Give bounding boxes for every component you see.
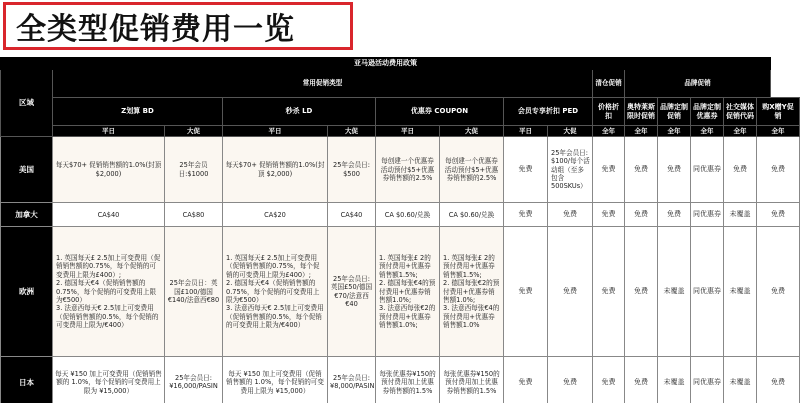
region-ca: 加拿大 bbox=[1, 203, 53, 227]
cell-us-social: 免费 bbox=[724, 137, 757, 203]
header-ld: 秒杀 LD bbox=[223, 98, 376, 126]
header-full-year: 全年 bbox=[593, 126, 625, 137]
header-row-3 bbox=[1, 126, 800, 137]
cell-jp-social: 未覆盖 bbox=[724, 357, 757, 403]
cell-jp-ld-weekday: 每天 ¥150 加上可变费用（促销销售额的 1.0%，每个促销的可变费用上限为 ¥15,000） bbox=[223, 357, 328, 403]
header-social: 社交媒体促销代码 bbox=[724, 98, 757, 126]
cell-ca-ped-weekday: 免费 bbox=[504, 203, 548, 227]
fee-table-container bbox=[0, 57, 800, 403]
cell-jp-bxgy: 免费 bbox=[757, 357, 800, 403]
header-clearance-promo: 清仓促销 bbox=[593, 70, 625, 98]
header-ped: 会员专享折扣 PED bbox=[504, 98, 593, 126]
header-weekday: 平日 bbox=[223, 126, 328, 137]
cell-eu-bd-weekday: 1. 英国每天£ 2.5加上可变费用（促销销售额的0.75%，每个促销的可变费用上限为£400）; 2. 德国每天€4（促销销售额的0.75%，每个促销的可变费用上限为€500） 3. 法意西每天€ 2.5加上可变费用（促销销售额的0.5%，每个促销的可变费用上限为/€400） bbox=[53, 227, 165, 357]
header-coupon: 优惠券 COUPON bbox=[376, 98, 504, 126]
cell-jp-bd-prime: 25年会员日: ¥16,000/PASIN bbox=[165, 357, 223, 403]
table-row-ca bbox=[1, 203, 800, 227]
region-eu: 欧洲 bbox=[1, 227, 53, 357]
cell-jp-ped-weekday: 免费 bbox=[504, 357, 548, 403]
table-row-eu bbox=[1, 227, 800, 357]
header-weekday: 平日 bbox=[53, 126, 165, 137]
header-price-discount: 价格折扣 bbox=[593, 98, 625, 126]
cell-eu-social: 未覆盖 bbox=[724, 227, 757, 357]
cell-ca-ped-prime: 免费 bbox=[548, 203, 593, 227]
header-full-year: 全年 bbox=[691, 126, 724, 137]
cell-eu-outlet: 免费 bbox=[625, 227, 658, 357]
cell-us-ped-prime: 25年会员日: $100/每个活动组（至多包含500SKUs） bbox=[548, 137, 593, 203]
cell-jp-bd-weekday: 每天 ¥150 加上可变费用（促销销售额的 1.0%，每个促销的可变费用上限为 ¥15,000） bbox=[53, 357, 165, 403]
header-full-year: 全年 bbox=[724, 126, 757, 137]
cell-jp-coupon-prime: 每张优惠券¥150的预付费用加上优惠券销售额的1.5% bbox=[440, 357, 504, 403]
header-prime: 大促 bbox=[440, 126, 504, 137]
header-full-year: 全年 bbox=[625, 126, 658, 137]
cell-eu-bd-prime: 25年会员日：英国£100/德国€140/法意西€80 bbox=[165, 227, 223, 357]
cell-us-bd-prime: 25年会员日:$1000 bbox=[165, 137, 223, 203]
header-prime: 大促 bbox=[548, 126, 593, 137]
cell-eu-ped-prime: 免费 bbox=[548, 227, 593, 357]
cell-jp-ld-prime: 25年会员日: ¥8,000/PASIN bbox=[328, 357, 376, 403]
cell-us-ped-weekday: 免费 bbox=[504, 137, 548, 203]
header-brand-coupon: 品牌定制优惠券 bbox=[691, 98, 724, 126]
cell-eu-ld-prime: 25年会员日:英国£50/德国€70/法意西€40 bbox=[328, 227, 376, 357]
cell-ca-ld-weekday: CA$20 bbox=[223, 203, 328, 227]
cell-ca-bd-weekday: CA$40 bbox=[53, 203, 165, 227]
header-prime: 大促 bbox=[165, 126, 223, 137]
cell-eu-ld-weekday: 1. 英国每天£ 2.5加上可变费用（促销销售额的0.75%，每个促销的可变费用上限为£400）; 2. 德国每天€4（促销销售额的0.75%，每个促销的可变费用上限为€500） 3. 法意西每天€ 2.5加上可变费用（促销销售额的0.5%，每个促销的可变费用上限为/€400） bbox=[223, 227, 328, 357]
cell-ca-coupon-prime: CA $0.60/兑换 bbox=[440, 203, 504, 227]
cell-jp-ped-prime: 免费 bbox=[548, 357, 593, 403]
cell-eu-coupon-weekday: 1. 英国每张£ 2的预付费用+优惠券销售额1.5%; 2. 德国每张€4的预付费用+优惠券销售额1.0%; 3. 法意西每张€2的预付费用+优惠券销售额1.0%; bbox=[376, 227, 440, 357]
cell-eu-ped-weekday: 免费 bbox=[504, 227, 548, 357]
cell-jp-price: 免费 bbox=[593, 357, 625, 403]
header-brand-promo: 品牌促销 bbox=[625, 70, 771, 98]
region-us: 美国 bbox=[1, 137, 53, 203]
region-jp: 日本 bbox=[1, 357, 53, 403]
cell-ca-bd-prime: CA$80 bbox=[165, 203, 223, 227]
cell-us-outlet: 免费 bbox=[625, 137, 658, 203]
header-weekday: 平日 bbox=[376, 126, 440, 137]
table-row-us bbox=[1, 137, 800, 203]
header-region: 区域 bbox=[1, 70, 53, 137]
cell-eu-bxgy: 免费 bbox=[757, 227, 800, 357]
cell-us-coupon-weekday: 每创建一个优惠券活动预付$5+优惠券销售额的2.5% bbox=[376, 137, 440, 203]
table-banner-text: 亚马逊活动费用政策 bbox=[354, 59, 418, 68]
cell-ca-brand-custom: 免费 bbox=[658, 203, 691, 227]
page-title: 全类型促销费用一览 bbox=[16, 12, 295, 47]
cell-ca-outlet: 免费 bbox=[625, 203, 658, 227]
header-brand-custom: 品牌定制促销 bbox=[658, 98, 691, 126]
cell-us-bd-weekday: 每天$70+ 促销销售额的1.0%(封顶 $2,000) bbox=[53, 137, 165, 203]
cell-us-ld-prime: 25年会员日: $500 bbox=[328, 137, 376, 203]
cell-jp-brand-custom: 未覆盖 bbox=[658, 357, 691, 403]
cell-us-ld-weekday: 每天$70+ 促销销售额的1.0%(封顶 $2,000) bbox=[223, 137, 328, 203]
cell-eu-price: 免费 bbox=[593, 227, 625, 357]
cell-eu-brand-coupon: 同优惠券 bbox=[691, 227, 724, 357]
cell-jp-brand-coupon: 同优惠券 bbox=[691, 357, 724, 403]
cell-ca-ld-prime: CA$40 bbox=[328, 203, 376, 227]
cell-us-bxgy: 免费 bbox=[757, 137, 800, 203]
cell-us-price: 免费 bbox=[593, 137, 625, 203]
cell-eu-coupon-prime: 1. 英国每张£ 2的预付费用+优惠券销售额1.5%; 2. 德国每张€2的预付费用+优惠券销售额1.0%; 3. 法意西每张€4的预付费用+优惠券销售额1.0% bbox=[440, 227, 504, 357]
cell-ca-social: 未覆盖 bbox=[724, 203, 757, 227]
header-buy-x-get-y: 购X赠Y促销 bbox=[757, 98, 800, 126]
cell-us-brand-custom: 免费 bbox=[658, 137, 691, 203]
cell-ca-brand-coupon: 同优惠券 bbox=[691, 203, 724, 227]
header-weekday: 平日 bbox=[504, 126, 548, 137]
table-banner bbox=[1, 58, 771, 70]
cell-us-coupon-prime: 每创建一个优惠券活动预付$5+优惠券销售额的2.5% bbox=[440, 137, 504, 203]
table-banner-row bbox=[1, 58, 800, 70]
header-bd: Z划算 BD bbox=[53, 98, 223, 126]
header-prime: 大促 bbox=[328, 126, 376, 137]
table-row-jp bbox=[1, 357, 800, 403]
cell-jp-coupon-weekday: 每张优惠券¥150的预付费用加上优惠券销售额的1.5% bbox=[376, 357, 440, 403]
cell-eu-brand-custom: 未覆盖 bbox=[658, 227, 691, 357]
header-common-promo: 常用促销类型 bbox=[53, 70, 593, 98]
cell-ca-price: 免费 bbox=[593, 203, 625, 227]
cell-ca-bxgy: 免费 bbox=[757, 203, 800, 227]
header-row-1 bbox=[1, 70, 800, 98]
header-row-2 bbox=[1, 98, 800, 126]
cell-ca-coupon-weekday: CA $0.60/兑换 bbox=[376, 203, 440, 227]
header-full-year: 全年 bbox=[757, 126, 800, 137]
header-full-year: 全年 bbox=[658, 126, 691, 137]
promo-fee-table bbox=[0, 57, 800, 403]
header-outlet: 奥特莱斯限时促销 bbox=[625, 98, 658, 126]
cell-us-brand-coupon: 同优惠券 bbox=[691, 137, 724, 203]
title-box bbox=[3, 2, 353, 50]
cell-jp-outlet: 免费 bbox=[625, 357, 658, 403]
